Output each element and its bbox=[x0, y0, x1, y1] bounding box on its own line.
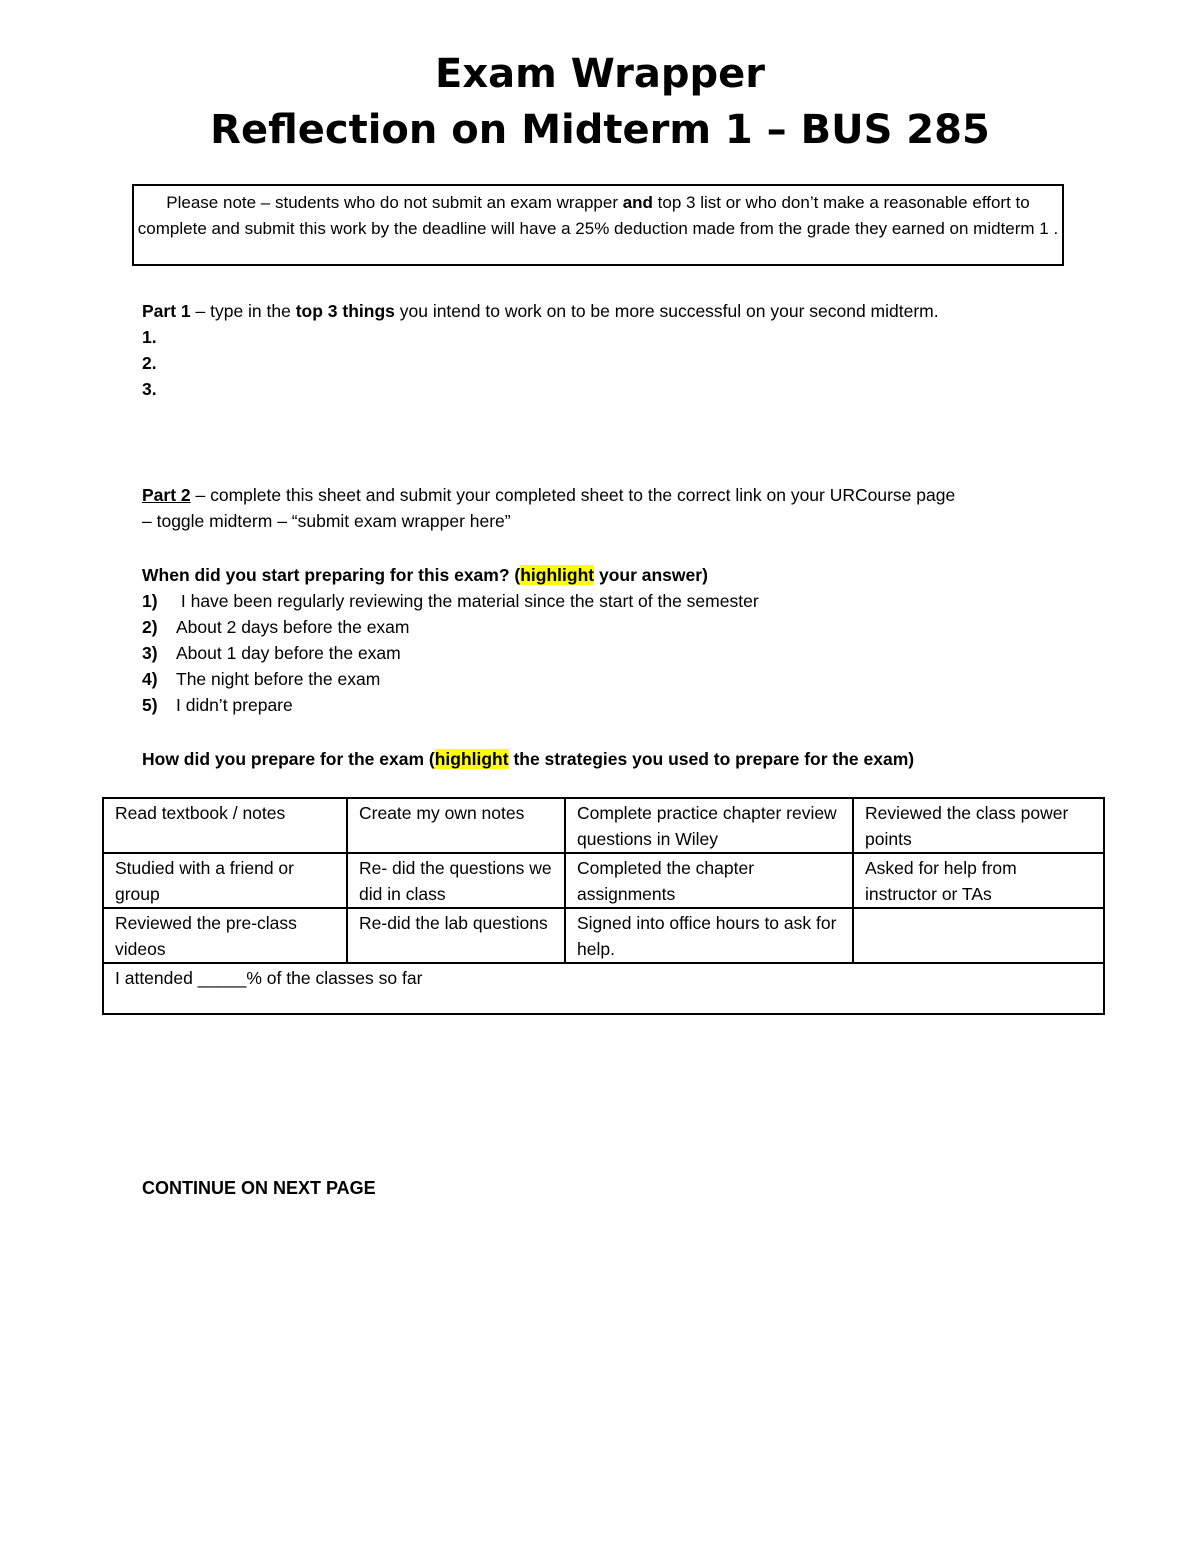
q1-option-1[interactable] bbox=[142, 588, 759, 614]
strategy-cell-empty[interactable] bbox=[853, 908, 1104, 963]
q1-option-5[interactable] bbox=[142, 692, 293, 718]
strategy-cell[interactable]: Signed into office hours to ask for help. bbox=[565, 908, 853, 963]
strategy-cell[interactable]: Reviewed the pre-class videos bbox=[103, 908, 347, 963]
part1-text-2: you intend to work on to be more successful on your second midterm. bbox=[394, 301, 939, 321]
continue-next-page: CONTINUE ON NEXT PAGE bbox=[142, 1178, 376, 1198]
part2-label: Part 2 bbox=[142, 485, 191, 505]
page-subtitle: Reflection on Midterm 1 – BUS 285 bbox=[210, 107, 990, 153]
option-number: 1) bbox=[142, 591, 158, 611]
option-text: I didn’t prepare bbox=[176, 695, 293, 715]
option-text: The night before the exam bbox=[176, 669, 381, 689]
part1-item-2: 2. bbox=[142, 353, 157, 373]
part2-instructions bbox=[142, 482, 955, 508]
option-number: 3) bbox=[142, 643, 158, 663]
part2-text-1: – complete this sheet and submit your completed sheet to the correct link on your URCourse page bbox=[190, 485, 956, 505]
question-how-prepare bbox=[142, 746, 914, 772]
table-row bbox=[103, 798, 1104, 853]
option-number: 2) bbox=[142, 617, 158, 637]
strategy-cell[interactable]: Reviewed the class power points bbox=[853, 798, 1104, 853]
part1-text-1: – type in the bbox=[190, 301, 296, 321]
strategy-cell[interactable]: Completed the chapter assignments bbox=[565, 853, 853, 908]
notice-text-1: Please note – students who do not submit an exam wrapper bbox=[166, 193, 623, 212]
table-row bbox=[103, 908, 1104, 963]
part1-instructions bbox=[142, 298, 939, 324]
strategy-cell[interactable]: Read textbook / notes bbox=[103, 798, 347, 853]
q1-option-4[interactable] bbox=[142, 666, 380, 692]
q2-suffix: the strategies you used to prepare for the exam) bbox=[508, 749, 915, 769]
q1-suffix: your answer) bbox=[594, 565, 708, 585]
q1-highlight-word: highlight bbox=[520, 565, 595, 585]
deduction-notice-box bbox=[132, 184, 1064, 266]
q1-option-2[interactable] bbox=[142, 614, 409, 640]
part1-item-1: 1. bbox=[142, 327, 157, 347]
option-text: About 1 day before the exam bbox=[176, 643, 401, 663]
strategy-cell[interactable]: Asked for help from instructor or TAs bbox=[853, 853, 1104, 908]
question-start-preparing bbox=[142, 562, 708, 588]
q2-prefix: How did you prepare for the exam ( bbox=[142, 749, 435, 769]
strategy-cell[interactable]: Complete practice chapter review questions in Wiley bbox=[565, 798, 853, 853]
attendance-cell[interactable]: I attended _____% of the classes so far bbox=[103, 963, 1104, 1014]
option-text: I have been regularly reviewing the material since the start of the semester bbox=[176, 591, 759, 611]
part1-label: Part 1 bbox=[142, 301, 191, 321]
q1-prefix: When did you start preparing for this exam? ( bbox=[142, 565, 521, 585]
table-row bbox=[103, 963, 1104, 1014]
q1-option-3[interactable] bbox=[142, 640, 401, 666]
strategy-cell[interactable]: Re-did the lab questions bbox=[347, 908, 565, 963]
table-row bbox=[103, 853, 1104, 908]
strategy-cell[interactable]: Create my own notes bbox=[347, 798, 565, 853]
part1-emphasis: top 3 things bbox=[295, 301, 395, 321]
option-number: 5) bbox=[142, 695, 158, 715]
option-number: 4) bbox=[142, 669, 158, 689]
notice-text-2: top 3 list or who don’t make a reasonable effort to complete and submit this work by the deadline will have a 25% deduction made from the grade they earned on midterm 1 . bbox=[137, 193, 1059, 238]
page-title: Exam Wrapper bbox=[435, 51, 765, 97]
strategy-cell[interactable]: Re- did the questions we did in class bbox=[347, 853, 565, 908]
strategies-table bbox=[102, 797, 1105, 1015]
part1-item-3: 3. bbox=[142, 379, 157, 399]
q2-highlight-word: highlight bbox=[434, 749, 509, 769]
part2-text-2: – toggle midterm – “submit exam wrapper here” bbox=[142, 511, 511, 531]
notice-emphasis-and: and bbox=[622, 193, 653, 212]
strategy-cell[interactable]: Studied with a friend or group bbox=[103, 853, 347, 908]
option-text: About 2 days before the exam bbox=[176, 617, 410, 637]
